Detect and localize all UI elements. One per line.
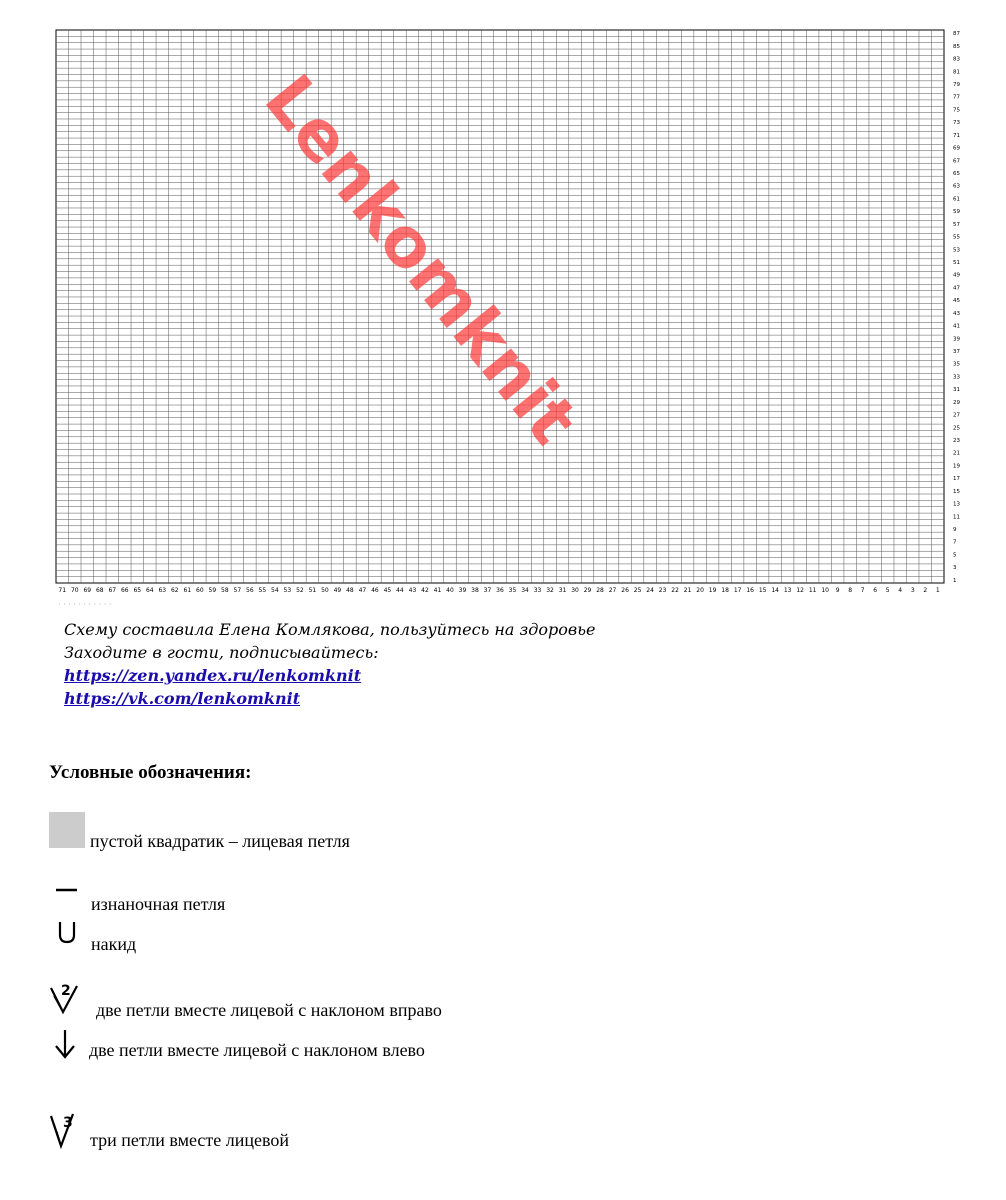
row-number: 79 bbox=[953, 82, 960, 89]
column-number: 12 bbox=[796, 587, 804, 594]
column-number: 29 bbox=[583, 587, 592, 594]
column-number: 32 bbox=[546, 587, 554, 594]
column-number: 39 bbox=[458, 587, 467, 594]
row-number: 25 bbox=[953, 425, 960, 432]
credits-invite: Заходите в гости, подписывайтесь: bbox=[64, 643, 379, 662]
column-number: 4 bbox=[898, 587, 903, 594]
k2tog-right-icon bbox=[49, 980, 91, 1022]
column-number: 9 bbox=[835, 587, 840, 594]
column-number: 31 bbox=[558, 587, 567, 594]
column-number: 69 bbox=[83, 587, 92, 594]
row-number: 69 bbox=[953, 145, 960, 152]
row-number: 43 bbox=[953, 310, 960, 317]
column-number: 6 bbox=[873, 587, 878, 594]
column-number: 46 bbox=[371, 587, 379, 594]
row-number: 41 bbox=[953, 323, 960, 330]
column-number: 57 bbox=[233, 587, 242, 594]
row-number: 57 bbox=[953, 221, 960, 228]
column-numbers bbox=[58, 587, 939, 594]
vk-link[interactable]: https://vk.com/lenkomknit bbox=[64, 689, 301, 708]
column-number: 1 bbox=[935, 587, 940, 594]
column-number: 67 bbox=[108, 587, 117, 594]
column-number: 61 bbox=[183, 587, 192, 594]
row-number: 53 bbox=[953, 247, 960, 254]
row-number: 29 bbox=[953, 399, 960, 406]
column-number: 71 bbox=[58, 587, 67, 594]
column-number: 37 bbox=[483, 587, 492, 594]
row-number: 19 bbox=[953, 463, 960, 470]
row-number: 67 bbox=[953, 158, 960, 165]
watermark: Lenkomknit bbox=[248, 60, 593, 460]
column-number: 8 bbox=[848, 587, 853, 594]
zen-link[interactable]: https://zen.yandex.ru/lenkomknit bbox=[64, 666, 362, 685]
column-number: 63 bbox=[158, 587, 167, 594]
row-number: 51 bbox=[953, 260, 960, 267]
column-number: 68 bbox=[95, 587, 104, 594]
row-number: 5 bbox=[953, 552, 957, 559]
legend-title: Условные обозначения: bbox=[49, 762, 252, 783]
column-number: 36 bbox=[496, 587, 504, 594]
column-number: 56 bbox=[246, 587, 254, 594]
row-number: 17 bbox=[953, 476, 960, 483]
row-number: 31 bbox=[953, 387, 960, 394]
credits-block bbox=[64, 618, 764, 710]
column-number: 48 bbox=[346, 587, 354, 594]
column-number: 21 bbox=[683, 587, 692, 594]
column-number: 42 bbox=[421, 587, 429, 594]
row-number: 87 bbox=[953, 31, 960, 38]
column-number: 22 bbox=[671, 587, 679, 594]
column-number: 13 bbox=[783, 587, 792, 594]
column-number: 15 bbox=[758, 587, 767, 594]
column-number: 41 bbox=[433, 587, 442, 594]
k3tog-icon bbox=[49, 1110, 91, 1152]
row-number: 47 bbox=[953, 285, 960, 292]
row-number: 23 bbox=[953, 437, 960, 444]
column-number: 59 bbox=[208, 587, 217, 594]
column-number: 40 bbox=[446, 587, 454, 594]
legend-label: пустой квадратик – лицевая петля bbox=[90, 831, 350, 851]
column-number: 64 bbox=[145, 587, 154, 594]
row-number: 35 bbox=[953, 361, 960, 368]
column-number: 24 bbox=[646, 587, 654, 594]
column-number: 7 bbox=[860, 587, 865, 594]
column-number: 50 bbox=[321, 587, 329, 594]
row-number: 71 bbox=[953, 132, 960, 139]
row-number: 13 bbox=[953, 501, 960, 508]
row-number: 11 bbox=[953, 514, 960, 521]
v-with-2-digit: 2 bbox=[61, 983, 71, 999]
faint-page-artifact: · · · · · · · · · · · bbox=[58, 600, 112, 609]
column-number: 16 bbox=[746, 587, 754, 594]
row-number: 21 bbox=[953, 450, 960, 457]
row-number: 77 bbox=[953, 94, 960, 101]
column-number: 23 bbox=[658, 587, 667, 594]
column-number: 10 bbox=[821, 587, 830, 594]
column-number: 45 bbox=[383, 587, 392, 594]
row-number: 39 bbox=[953, 336, 960, 343]
column-number: 26 bbox=[621, 587, 629, 594]
column-number: 43 bbox=[408, 587, 417, 594]
credits-author: Схему составила Елена Комлякова, пользуйтесь на здоровье bbox=[64, 620, 596, 639]
row-number: 75 bbox=[953, 107, 960, 114]
row-number: 7 bbox=[953, 539, 957, 546]
column-number: 33 bbox=[533, 587, 542, 594]
row-number: 59 bbox=[953, 209, 960, 216]
column-number: 3 bbox=[910, 587, 915, 594]
column-number: 60 bbox=[196, 587, 204, 594]
legend-label: изнаночная петля bbox=[91, 894, 226, 914]
row-number: 55 bbox=[953, 234, 960, 241]
column-number: 47 bbox=[358, 587, 367, 594]
row-numbers bbox=[953, 31, 960, 584]
column-number: 55 bbox=[258, 587, 267, 594]
row-number: 63 bbox=[953, 183, 960, 190]
column-number: 27 bbox=[608, 587, 617, 594]
row-number: 15 bbox=[953, 488, 960, 495]
row-number: 49 bbox=[953, 272, 960, 279]
v-with-3-digit: 3 bbox=[63, 1115, 73, 1131]
down-arrow-icon bbox=[49, 1028, 79, 1062]
column-number: 11 bbox=[808, 587, 817, 594]
column-number: 20 bbox=[696, 587, 704, 594]
column-number: 62 bbox=[170, 587, 179, 594]
row-number: 33 bbox=[953, 374, 960, 381]
legend-label: две петли вместе лицевой с наклоном влево bbox=[89, 1040, 425, 1060]
column-number: 30 bbox=[571, 587, 579, 594]
legend-label: накид bbox=[91, 934, 137, 954]
column-number: 28 bbox=[596, 587, 604, 594]
column-number: 19 bbox=[708, 587, 717, 594]
column-number: 34 bbox=[521, 587, 529, 594]
row-number: 9 bbox=[953, 526, 957, 533]
row-number: 81 bbox=[953, 69, 960, 76]
column-number: 35 bbox=[508, 587, 517, 594]
row-number: 65 bbox=[953, 171, 960, 178]
u-shape-icon bbox=[49, 918, 79, 946]
row-number: 3 bbox=[953, 565, 957, 572]
row-number: 83 bbox=[953, 56, 960, 63]
column-number: 17 bbox=[733, 587, 742, 594]
row-number: 1 bbox=[953, 577, 957, 584]
column-number: 18 bbox=[721, 587, 729, 594]
column-number: 14 bbox=[771, 587, 779, 594]
column-number: 53 bbox=[283, 587, 292, 594]
column-number: 58 bbox=[221, 587, 229, 594]
column-number: 51 bbox=[308, 587, 317, 594]
column-number: 5 bbox=[885, 587, 890, 594]
column-number: 65 bbox=[133, 587, 142, 594]
column-number: 70 bbox=[70, 587, 79, 594]
row-number: 27 bbox=[953, 412, 960, 419]
column-number: 49 bbox=[333, 587, 342, 594]
column-number: 52 bbox=[296, 587, 304, 594]
legend-label: три петли вместе лицевой bbox=[90, 1130, 289, 1150]
column-number: 25 bbox=[633, 587, 642, 594]
dash-icon bbox=[49, 880, 79, 900]
empty-square-icon bbox=[49, 812, 85, 848]
column-number: 54 bbox=[271, 587, 279, 594]
row-number: 85 bbox=[953, 43, 960, 50]
row-number: 45 bbox=[953, 298, 960, 305]
column-number: 44 bbox=[396, 587, 404, 594]
row-number: 61 bbox=[953, 196, 960, 203]
column-number: 38 bbox=[471, 587, 479, 594]
row-number: 37 bbox=[953, 348, 960, 355]
column-number: 2 bbox=[923, 587, 928, 594]
row-number: 73 bbox=[953, 120, 960, 127]
legend-label: две петли вместе лицевой с наклоном вправо bbox=[96, 1000, 442, 1020]
column-number: 66 bbox=[120, 587, 129, 594]
